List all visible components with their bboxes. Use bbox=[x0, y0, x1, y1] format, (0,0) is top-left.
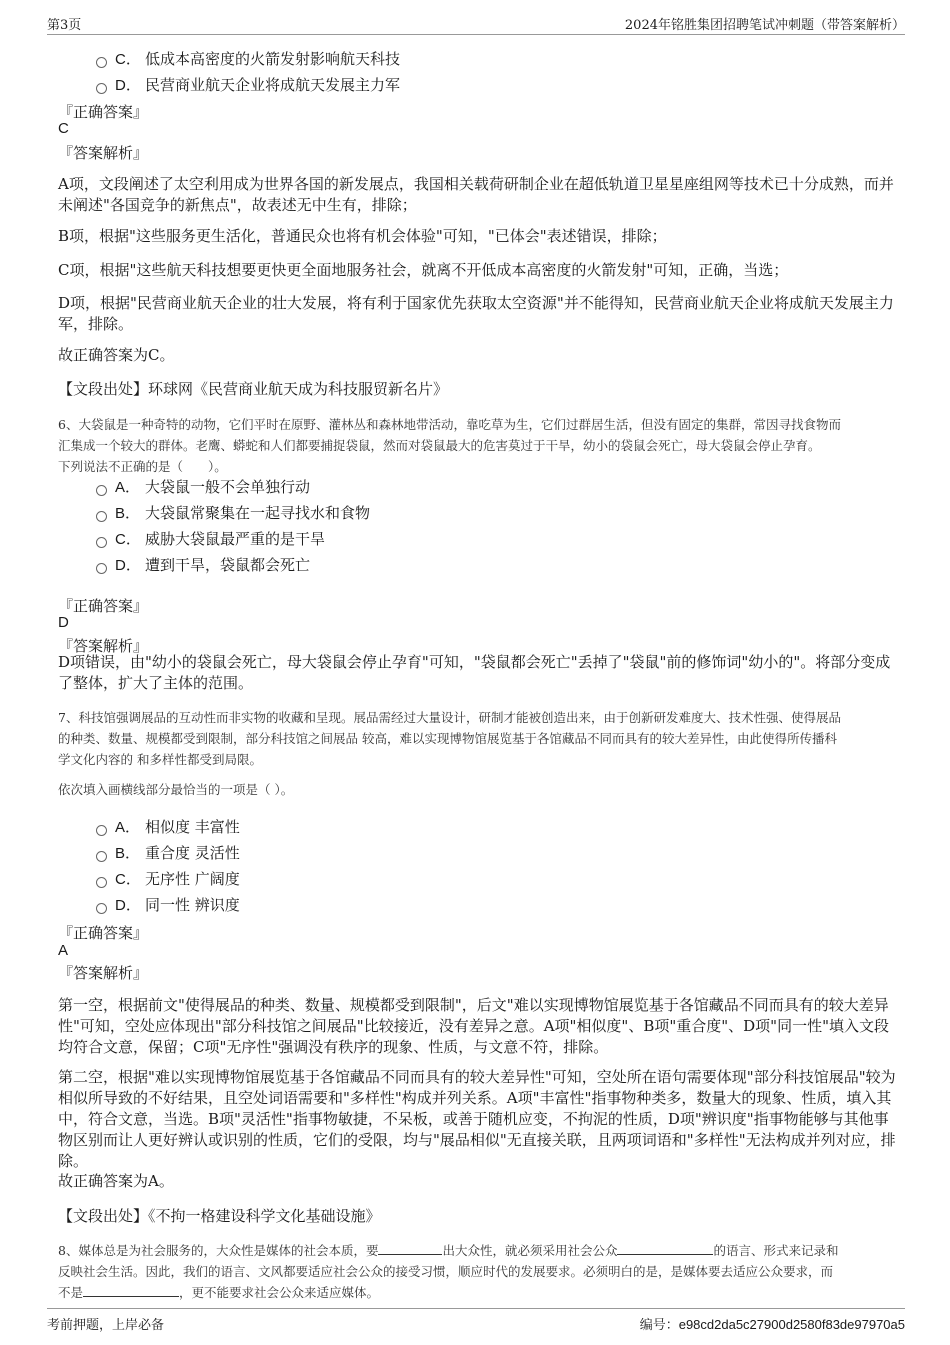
q6-answer-label: 『正确答案』 bbox=[58, 597, 149, 615]
q5-analysis-label: 『答案解析』 bbox=[58, 144, 149, 162]
q6-option-a[interactable]: A． 大袋鼠一般不会单独行动 bbox=[96, 476, 310, 498]
document-title: 2024年铭胜集团招聘笔试冲刺题（带答案解析） bbox=[624, 18, 905, 33]
q6-answer: D bbox=[58, 614, 69, 631]
q7-option-c[interactable]: C． 无序性 广阔度 bbox=[96, 868, 240, 890]
radio-icon[interactable] bbox=[96, 511, 107, 522]
q5-analysis-b: B项，根据"这些服务更生活化，普通民众也将有机会体验"可知，"已体会"表述错误，排除； bbox=[58, 227, 667, 245]
q7-stem: 7、科技馆强调展品的互动性而非实物的收藏和呈现。展品需经过大量设计，研制才能被创造出来，由于创新研发难度大、技术性强、使得展品 的种类、数量、规模都受到限制，部分科技馆之间展品 较高，难以实现博物馆展览基于各馆藏品不同而具有的较大差异性，由此使得所传播科 学文化内容的 和多样性都受到局限。 bbox=[58, 710, 841, 767]
radio-icon[interactable] bbox=[96, 57, 107, 68]
q7-option-d[interactable]: D． 同一性 辨识度 bbox=[96, 894, 240, 916]
q5-analysis-d: D项，根据"民营商业航天企业的壮大发展，将有利于国家优先获取太空资源"并不能得知，民营商业航天企业将成航天发展主力军，排除。 bbox=[58, 294, 894, 333]
radio-icon[interactable] bbox=[96, 563, 107, 574]
q7-answer: A bbox=[58, 942, 69, 959]
radio-icon[interactable] bbox=[96, 903, 107, 914]
radio-icon[interactable] bbox=[96, 851, 107, 862]
q5-option-c[interactable]: C． 低成本高密度的火箭发射影响航天科技 bbox=[96, 48, 400, 70]
q5-option-d[interactable]: D． 民营商业航天企业将成航天发展主力军 bbox=[96, 74, 400, 96]
fill-blank-2[interactable] bbox=[617, 1240, 713, 1255]
q8-stem: 8、媒体总是为社会服务的，大众性是媒体的社会本质，要 出大众性，就必须采用社会公众 的语言、形式来记录和 反映社会生活。因此，我们的语言、文风都要适应社会公众的接受习惯，顺应时代的发展要求。必须明白的是，是媒体要去适应公众要求，而 不是 ，更不能要求社会公众来适应媒体。 bbox=[58, 1240, 898, 1303]
q6-option-c[interactable]: C． 威胁大袋鼠最严重的是干旱 bbox=[96, 528, 325, 550]
page-number: 第3页 bbox=[47, 18, 82, 33]
q5-analysis-a: A项，文段阐述了太空利用成为世界各国的新发展点，我国相关载荷研制企业在超低轨道卫星星座组网等技术已十分成熟，而并未阐述"各国竞争的新焦点"，故表述无中生有，排除； bbox=[58, 175, 894, 214]
radio-icon[interactable] bbox=[96, 537, 107, 548]
q5-answer-label: 『正确答案』 bbox=[58, 103, 149, 121]
q6-option-b[interactable]: B． 大袋鼠常聚集在一起寻找水和食物 bbox=[96, 502, 370, 524]
q7-analysis-first-blank: 第一空，根据前文"使得展品的种类、数量、规模都受到限制"，后文"难以实现博物馆展览基于各馆藏品不同而具有的较大差异性"可知，空处应体现出"部分科技馆之间展品"比较接近，没有差异之意。A项"相似度"、B项"重合度"、D项"同一性"填入文段均符合文意，保留；C项"无序性"强调没有秩序的现象、性质，与文意不符，排除。 bbox=[58, 996, 889, 1056]
radio-icon[interactable] bbox=[96, 825, 107, 836]
q5-answer: C bbox=[58, 120, 69, 137]
q5-analysis-c: C项，根据"这些航天科技想要更快更全面地服务社会，就离不开低成本高密度的火箭发射"可知，正确，当选； bbox=[58, 261, 789, 279]
q5-source: 【文段出处】环球网《民营商业航天成为科技服贸新名片》 bbox=[58, 380, 449, 398]
radio-icon[interactable] bbox=[96, 877, 107, 888]
q6-analysis: D项错误，由"幼小的袋鼠会死亡，母大袋鼠会停止孕育"可知，"袋鼠都会死亡"丢掉了"袋鼠"前的修饰词"幼小的"。将部分变成了整体，扩大了主体的范围。 bbox=[58, 653, 891, 692]
q7-conclusion: 故正确答案为A。 bbox=[58, 1172, 174, 1190]
radio-icon[interactable] bbox=[96, 83, 107, 94]
radio-icon[interactable] bbox=[96, 485, 107, 496]
q6-analysis-label: 『答案解析』 bbox=[58, 637, 149, 655]
q7-option-b[interactable]: B． 重合度 灵活性 bbox=[96, 842, 240, 864]
document-code: 编号：e98cd2da5c27900d2580f83de97970a5 bbox=[639, 1317, 905, 1333]
page-footer bbox=[47, 1308, 905, 1331]
q6-option-d[interactable]: D． 遭到干旱，袋鼠都会死亡 bbox=[96, 554, 310, 576]
page-header bbox=[47, 12, 905, 35]
q7-analysis-second-blank: 第二空，根据"难以实现博物馆展览基于各馆藏品不同而具有的较大差异性"可知，空处所在语句需要体现"部分科技馆展品"较为相似所导致的不好结果，且空处词语需要和"多样性"构成并列关系。A项"丰富性"指事物种类多，数量大的现象、性质，填入其中，符合文意，当选。B项"灵活性"指事物敏捷，不呆板，或善于随机应变，不拘泥的性质，D项"辨识度"指事物能够与其他事物区别而让人更好辨认或识别的性质，它们的受限，均与"展品相似"无直接关联，且两项词语和"多样性"无法构成并列对应，排除。 bbox=[58, 1068, 896, 1170]
q7-analysis-label: 『答案解析』 bbox=[58, 964, 149, 982]
fill-blank-3[interactable] bbox=[83, 1282, 179, 1297]
q7-prompt: 依次填入画横线部分最恰当的一项是（ ）。 bbox=[58, 782, 294, 797]
q6-stem: 6、大袋鼠是一种奇特的动物，它们平时在原野、灌林丛和森林地带活动，靠吃草为生，它们过群居生活，但没有固定的集群，常因寻找食物而 汇集成一个较大的群体。老鹰、蟒蛇和人们都要捕捉袋鼠，然而对袋鼠最大的危害莫过于干旱，幼小的袋鼠会死亡，母大袋鼠会停止孕育。 下列说法不正确的是（ ）。 bbox=[58, 417, 841, 474]
fill-blank-1[interactable] bbox=[378, 1240, 442, 1255]
q5-conclusion: 故正确答案为C。 bbox=[58, 346, 175, 364]
q7-source: 【文段出处】《不拘一格建设科学文化基础设施》 bbox=[58, 1207, 381, 1225]
footer-slogan: 考前押题，上岸必备 bbox=[47, 1318, 165, 1333]
q7-answer-label: 『正确答案』 bbox=[58, 924, 149, 942]
q7-option-a[interactable]: A． 相似度 丰富性 bbox=[96, 816, 240, 838]
